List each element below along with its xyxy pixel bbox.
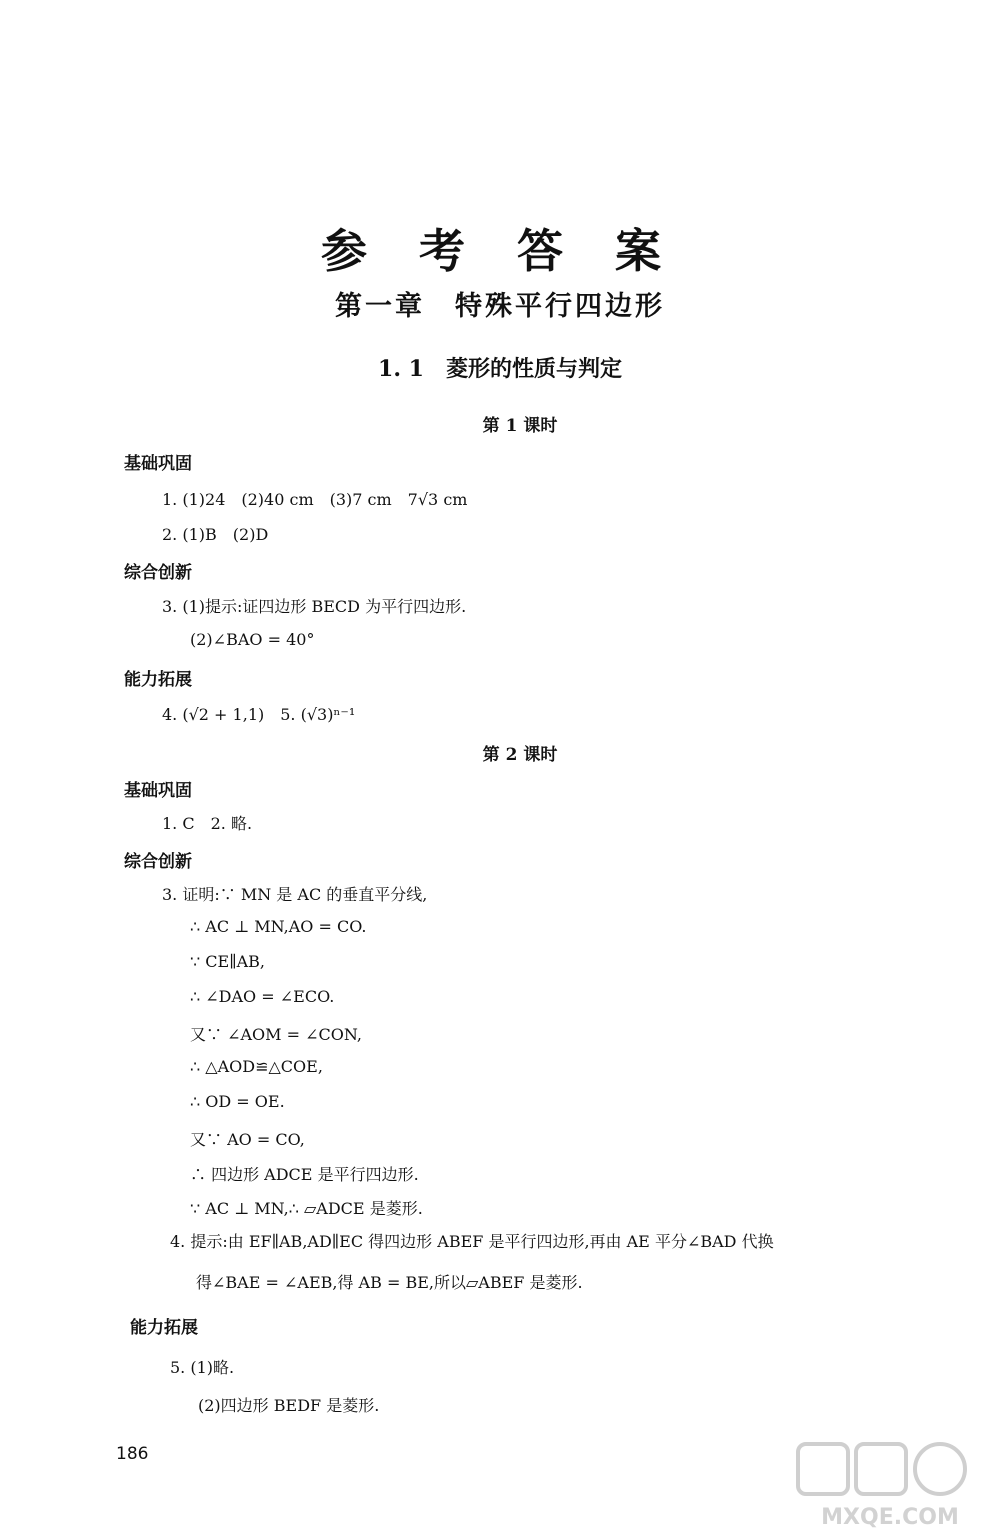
category-extension: 能力拓展 xyxy=(130,1318,198,1338)
section-title: 1. 1 菱形的性质与判定 xyxy=(378,356,622,382)
proof-line: ∴ 四边形 ADCE 是平行四边形. xyxy=(190,1165,419,1184)
page-number: 186 xyxy=(116,1444,149,1464)
answer-line: 5. (1)略. xyxy=(170,1358,235,1377)
proof-line: ∵ AC ⊥ MN,∴ ▱ADCE 是菱形. xyxy=(190,1199,423,1218)
answer-line: 得∠BAE = ∠AEB,得 AB = BE,所以▱ABEF 是菱形. xyxy=(196,1273,583,1292)
category-basic: 基础巩固 xyxy=(124,454,192,474)
proof-line: ∵ CE∥AB, xyxy=(190,952,265,971)
answer-line: 1. (1)24 (2)40 cm (3)7 cm 7√3 cm xyxy=(162,490,468,509)
answer-line: (2)四边形 BEDF 是菱形. xyxy=(198,1396,380,1415)
watermark-icon xyxy=(790,1440,990,1532)
page-title: 参 考 答 案 xyxy=(320,224,680,278)
category-extension: 能力拓展 xyxy=(124,670,192,690)
proof-line: 3. 证明:∵ MN 是 AC 的垂直平分线, xyxy=(162,885,428,904)
answer-line: 1. C 2. 略. xyxy=(162,814,253,833)
category-basic: 基础巩固 xyxy=(124,781,192,801)
watermark-logo xyxy=(790,1440,990,1532)
answer-line: (2)∠BAO = 40° xyxy=(190,630,315,649)
proof-line: ∴ AC ⊥ MN,AO = CO. xyxy=(190,917,367,936)
proof-line: ∴ △AOD≌△COE, xyxy=(190,1057,323,1076)
category-synthesis: 综合创新 xyxy=(124,563,192,583)
answer-line: 2. (1)B (2)D xyxy=(162,525,269,544)
lesson-2-heading: 第 2 课时 xyxy=(482,745,558,765)
proof-line: ∴ OD = OE. xyxy=(190,1092,285,1111)
proof-line: ∴ ∠DAO = ∠ECO. xyxy=(190,987,335,1006)
answer-line: 4. (√2 + 1,1) 5. (√3)ⁿ⁻¹ xyxy=(162,705,356,724)
lesson-1-heading: 第 1 课时 xyxy=(482,416,558,436)
proof-line: 又∵ AO = CO, xyxy=(190,1130,305,1149)
chapter-title: 第一章 特殊平行四边形 xyxy=(335,291,665,322)
watermark-text: MXQE.COM xyxy=(821,1505,959,1530)
answer-line: 4. 提示:由 EF∥AB,AD∥EC 得四边形 ABEF 是平行四边形,再由 AE 平分∠BAD 代换 xyxy=(170,1232,774,1251)
category-synthesis: 综合创新 xyxy=(124,852,192,872)
proof-line: 又∵ ∠AOM = ∠CON, xyxy=(190,1025,362,1044)
answer-line: 3. (1)提示:证四边形 BECD 为平行四边形. xyxy=(162,597,467,616)
